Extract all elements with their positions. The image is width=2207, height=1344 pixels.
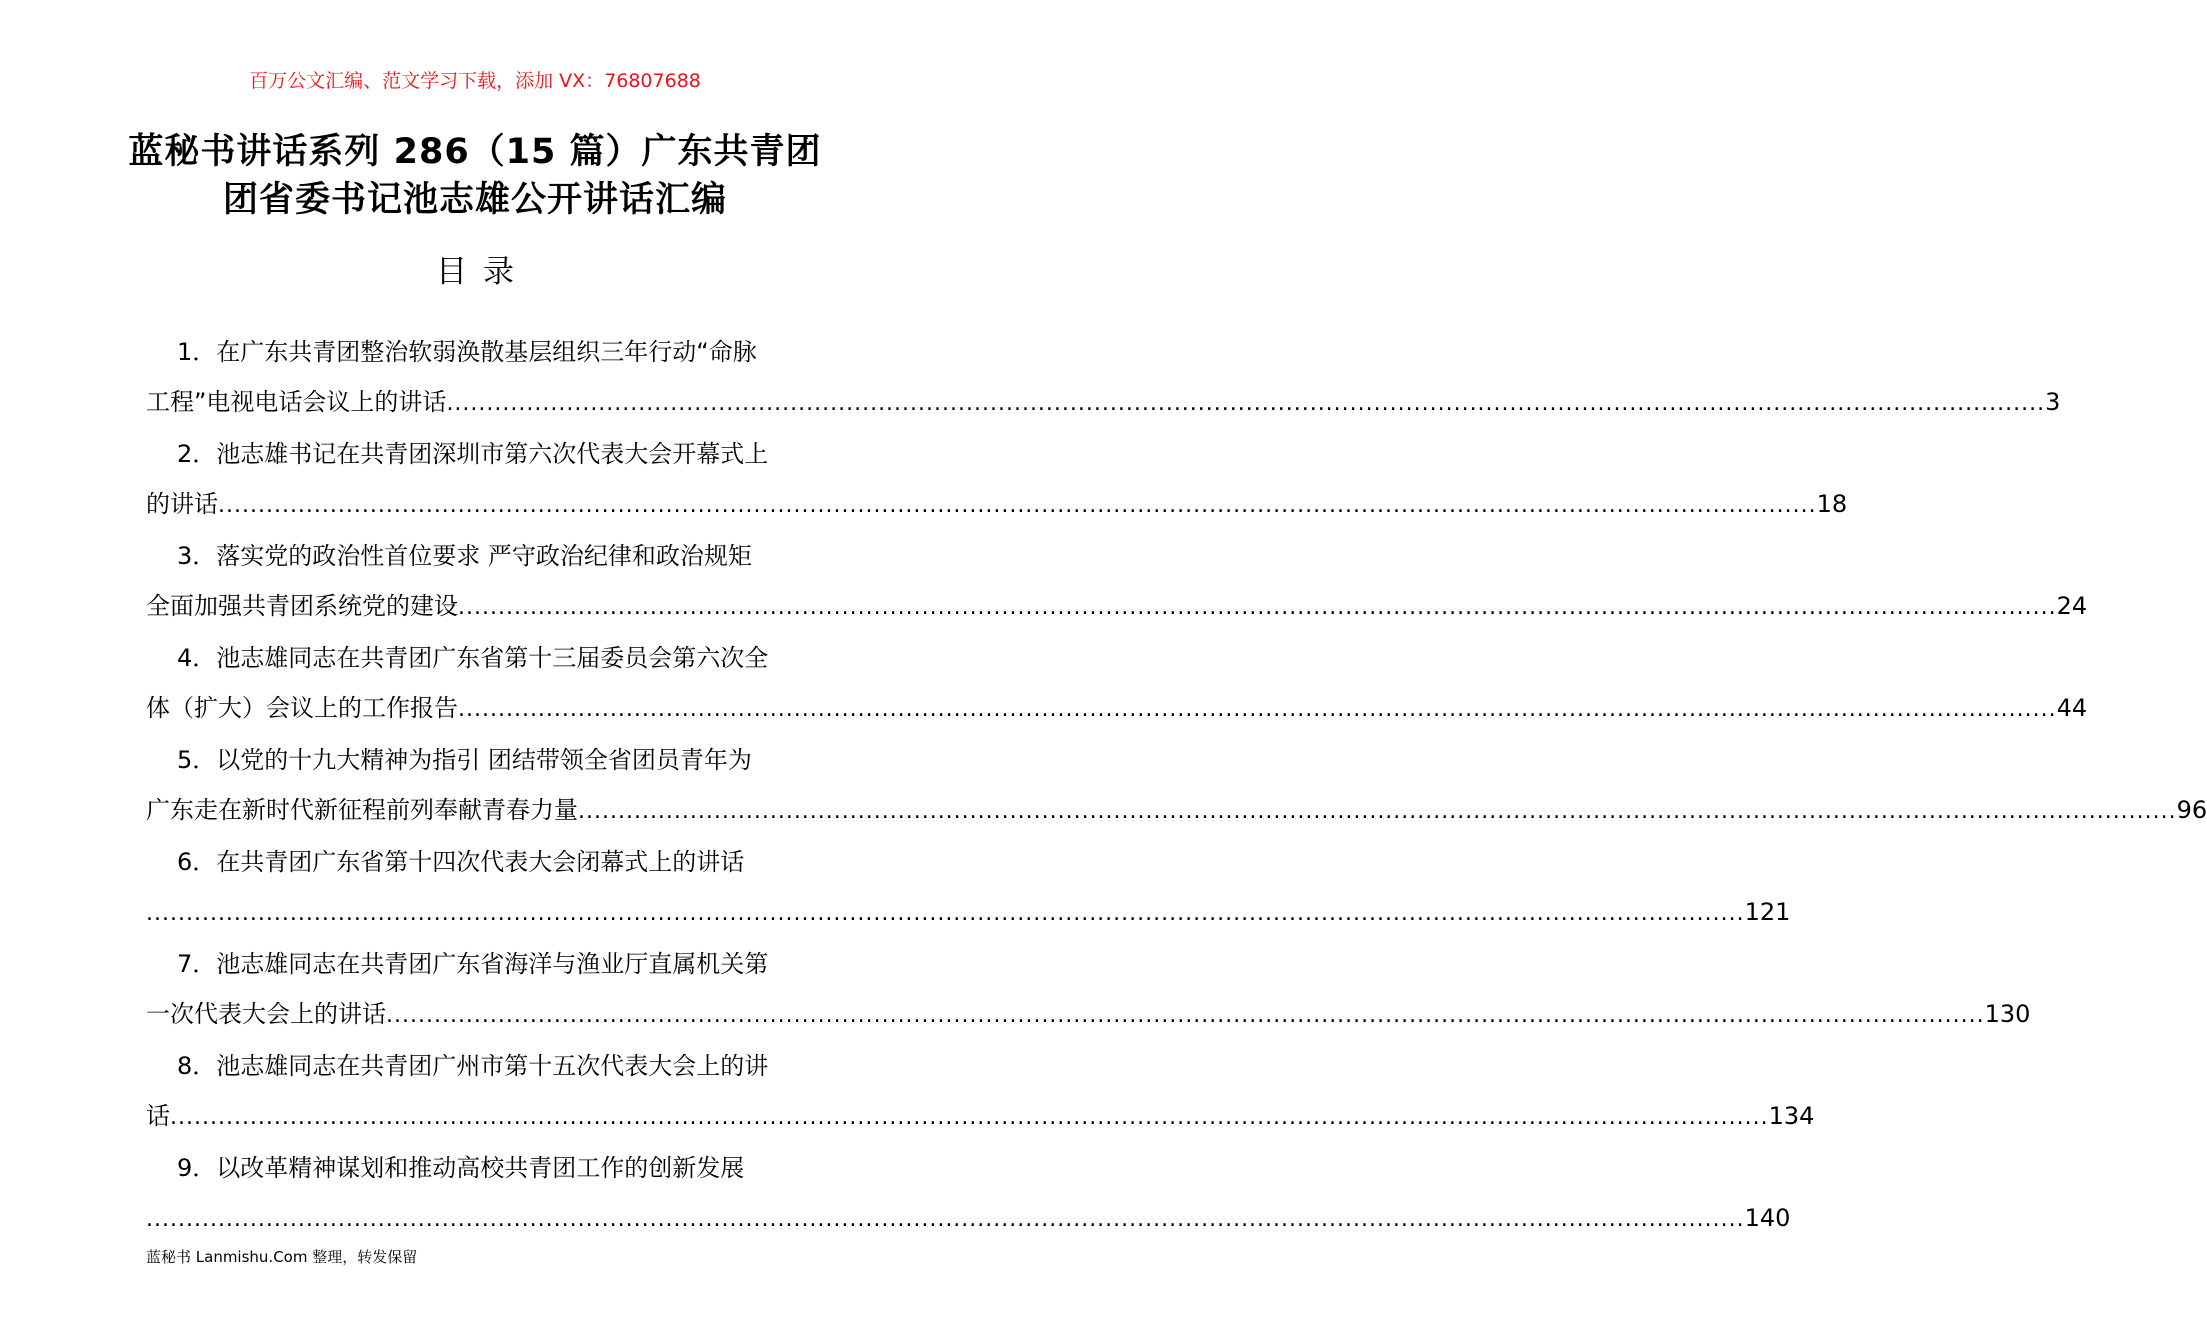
title-line-2: 团省委书记池志雄公开讲话汇编: [222, 180, 727, 220]
toc-entry-page-number: 140: [1744, 1204, 1791, 1232]
toc-entry-number: 6．: [177, 848, 217, 876]
toc-entry-text: 池志雄同志在共青团广东省第十三届委员会第六次全: [216, 644, 769, 672]
footer-note: 蓝秘书 Lanmishu.Com 整理，转发保留: [146, 1248, 418, 1266]
toc-entry-number: 1．: [177, 338, 217, 366]
toc-entry-page-number: 134: [1768, 1102, 1815, 1130]
toc-entry-page-number: 3: [2045, 388, 2061, 416]
dot-leader: ........................................................................................................................................................................................................: [386, 1003, 1985, 1028]
document-title: [120, 128, 830, 224]
toc-entry-page-number: 121: [1744, 898, 1791, 926]
toc-entry-title-line: [146, 531, 806, 581]
toc-entry-title-line: [146, 1143, 806, 1193]
toc-entry-text: 落实党的政治性首位要求 严守政治纪律和政治规矩: [216, 542, 752, 570]
toc-entry-title-line: [146, 837, 806, 887]
toc-entry[interactable]: [146, 531, 2088, 633]
dot-leader: ........................................................................................................................................................................................................: [458, 697, 2057, 722]
toc-entry-page-number: 96: [2176, 796, 2207, 824]
title-line-1: 蓝秘书讲话系列 286（15 篇）广东共青团: [128, 132, 822, 172]
toc-entry-page-number: 130: [1984, 1000, 2031, 1028]
toc-entry-text: 在共青团广东省第十四次代表大会闭幕式上的讲话: [216, 848, 745, 876]
promo-banner: 百万公文汇编、范文学习下载，添加 VX：76807688: [249, 70, 701, 92]
dot-leader: ........................................................................................................................................................................................................: [170, 1105, 1769, 1130]
toc-entry-number: 7．: [177, 950, 217, 978]
toc-entry-number: 5．: [177, 746, 217, 774]
toc-entry-number: 4．: [177, 644, 217, 672]
dot-leader: ........................................................................................................................................................................................................: [218, 493, 1817, 518]
toc-entry-title-line: [146, 735, 806, 785]
toc-entry-text-continued: 全面加强共青团系统党的建设: [146, 592, 458, 620]
toc-entry[interactable]: [146, 1041, 1815, 1143]
dot-leader: ........................................................................................................................................................................................................: [446, 391, 2046, 416]
toc-entry-text-continued: 工程”电视电话会议上的讲话: [146, 388, 447, 416]
toc-entry-leader-line: [146, 581, 2088, 633]
toc-entry-leader-line: [146, 989, 2031, 1041]
toc-entry-leader-line: [146, 377, 2061, 429]
toc-entry[interactable]: [146, 837, 1791, 939]
toc-entry-page-number: 18: [1816, 490, 1848, 518]
toc-entry-number: 2．: [177, 440, 217, 468]
toc-entry-page-number: 24: [2056, 592, 2088, 620]
toc-entry-text: 以改革精神谋划和推动高校共青团工作的创新发展: [216, 1154, 745, 1182]
toc-entry-title-line: [146, 429, 806, 479]
toc-entry-text-continued: 广东走在新时代新征程前列奉献青春力量: [146, 796, 578, 824]
toc-entry-page-number: 44: [2056, 694, 2088, 722]
toc-entry-text-continued: 体（扩大）会议上的工作报告: [146, 694, 458, 722]
dot-leader: ........................................................................................................................................................................................................: [458, 595, 2057, 620]
toc-entry-leader-line: [146, 479, 1848, 531]
toc-entry-number: 3．: [177, 542, 217, 570]
dot-leader: ........................................................................................................................................................................................................: [146, 901, 1745, 926]
toc-entry-text-continued: 话: [146, 1102, 170, 1130]
toc-entry-text: 池志雄书记在共青团深圳市第六次代表大会开幕式上: [216, 440, 769, 468]
toc-entry-text: 以党的十九大精神为指引 团结带领全省团员青年为: [216, 746, 752, 774]
toc-entry-text: 池志雄同志在共青团广州市第十五次代表大会上的讲: [216, 1052, 769, 1080]
toc-entry-leader-line: [146, 683, 2088, 735]
toc-entry-title-line: [146, 633, 806, 683]
toc-entry-text-continued: 一次代表大会上的讲话: [146, 1000, 386, 1028]
toc-entry-number: 8．: [177, 1052, 217, 1080]
toc-entry-text: 在广东共青团整治软弱涣散基层组织三年行动“命脉: [216, 338, 757, 366]
toc-entry-title-line: [146, 327, 806, 377]
toc-entry-leader-line: [146, 1193, 1791, 1245]
toc-entry-leader-line: [146, 1091, 1815, 1143]
toc-entry-number: 9．: [177, 1154, 217, 1182]
toc-heading: 目录: [436, 254, 530, 290]
toc-entry-title-line: [146, 1041, 806, 1091]
toc-entry[interactable]: [146, 429, 1848, 531]
toc-entry[interactable]: [146, 327, 2061, 429]
toc-entry[interactable]: [146, 1143, 1791, 1245]
toc-entry[interactable]: [146, 633, 2088, 735]
toc-entry-leader-line: [146, 785, 2207, 837]
dot-leader: ........................................................................................................................................................................................................: [146, 1207, 1745, 1232]
toc-entry-leader-line: [146, 887, 1791, 939]
toc-entry-title-line: [146, 939, 806, 989]
table-of-contents: [146, 327, 2207, 1245]
toc-entry-text-continued: 的讲话: [146, 490, 218, 518]
dot-leader: ........................................................................................................................................................................................................: [578, 799, 2177, 824]
toc-entry[interactable]: [146, 939, 2031, 1041]
toc-entry-text: 池志雄同志在共青团广东省海洋与渔业厅直属机关第: [216, 950, 769, 978]
toc-entry[interactable]: [146, 735, 2207, 837]
